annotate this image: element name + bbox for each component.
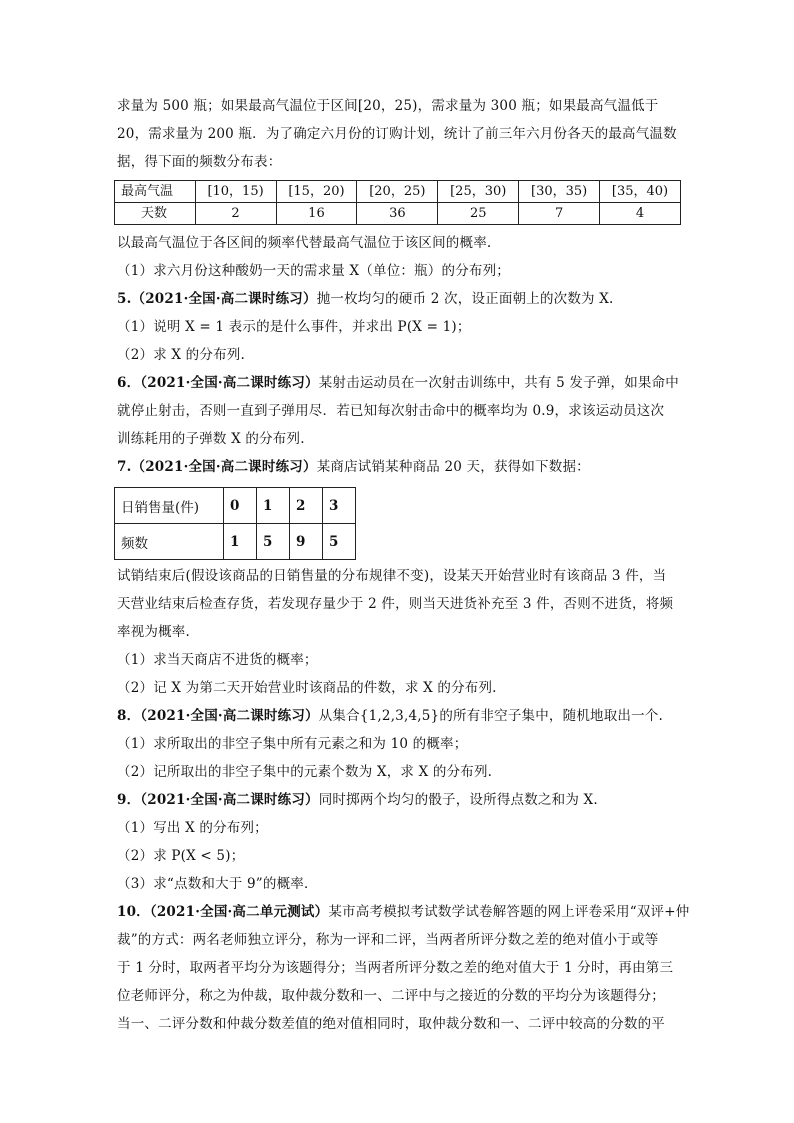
question-6 — [117, 369, 682, 397]
q8-part-1: （1）求所取出的非空子集中所有元素之和为 10 的概率； — [117, 736, 468, 752]
question-8 — [117, 702, 682, 730]
q9-part-2: （2）求 P(X < 5)； — [117, 848, 245, 864]
temperature-frequency-table — [114, 180, 681, 225]
question-number: 8． — [117, 708, 141, 724]
question-text: 抛一枚均匀的硬币 2 次，设正面朝上的次数为 X. — [316, 291, 614, 307]
question-10 — [117, 898, 690, 926]
table-cell: [20，25) — [357, 181, 438, 203]
q9-part-1: （1）写出 X 的分布列； — [117, 820, 268, 836]
table-cell: 7 — [519, 203, 600, 225]
table-cell: [30，35) — [519, 181, 600, 203]
question-source: （2021·全国·高二课时练习） — [140, 708, 319, 724]
table-cell: [25，30) — [438, 181, 519, 203]
question-9 — [117, 786, 682, 814]
table-row — [115, 488, 356, 524]
intro-line-2: 20，需求量为 200 瓶．为了确定六月份的订购计划，统计了前三年六月份各天的最高气温数 — [117, 126, 677, 142]
question-source: （2021·全国·高二课时练习） — [140, 375, 319, 391]
table-cell: [35，40) — [600, 181, 681, 203]
table-cell: 频数 — [115, 524, 224, 560]
q7-after-2: 天营业结束后检查存货，若发现存量少于 2 件，则当天进货补充至 3 件，否则不进货，将频 — [117, 596, 674, 612]
table-cell: 2 — [195, 203, 276, 225]
table-row — [115, 181, 681, 203]
question-number: 7. — [117, 459, 132, 475]
question-7 — [117, 453, 682, 481]
table-cell: 5 — [257, 524, 290, 560]
q7-after-1: 试销结束后(假设该商品的日销售量的分布规律不变)，设某天开始营业时有该商品 3 件，当 — [117, 568, 667, 584]
table-cell: 3 — [323, 488, 356, 524]
table-cell: 36 — [357, 203, 438, 225]
table-cell: 最高气温 — [115, 181, 196, 203]
q10-line-5: 当一、二评分数和仲裁分数差值的绝对值相同时，取仲裁分数和一、二评中较高的分数的平 — [117, 1016, 665, 1032]
q7-after-3: 率视为概率. — [117, 624, 190, 640]
question-number: 5. — [117, 291, 132, 307]
q7-part-2: （2）记 X 为第二天开始营业时该商品的件数，求 X 的分布列. — [117, 680, 497, 696]
question-5 — [117, 285, 682, 313]
table-row — [115, 203, 681, 225]
table-cell: [10，15) — [195, 181, 276, 203]
table-cell: 日销售量(件) — [115, 488, 224, 524]
table-cell: 0 — [224, 488, 257, 524]
question-source: （2021·全国·高二课时练习） — [140, 792, 319, 808]
table-cell: 2 — [290, 488, 323, 524]
table-cell: [15，20) — [276, 181, 357, 203]
question-text: 同时掷两个均匀的骰子，设所得点数之和为 X. — [318, 792, 598, 808]
q10-line-3: 于 1 分时，取两者平均分为该题得分；当两者所评分数之差的绝对值大于 1 分时，再由第三 — [117, 960, 674, 976]
question-source: （2021·全国·高二单元测试） — [149, 904, 329, 920]
table-row — [115, 524, 356, 560]
intro-line-3: 据，得下面的频数分布表： — [117, 154, 282, 170]
q8-part-2: （2）记所取出的非空子集中的元素个数为 X，求 X 的分布列. — [117, 764, 493, 780]
intro-line-1: 求量为 500 瓶；如果最高气温位于区间[20，25)，需求量为 300 瓶；如果最高气温低于 — [117, 98, 659, 114]
table-cell: 25 — [438, 203, 519, 225]
q6-line-2: 就停止射击，否则一直到子弹用尽．若已知每次射击命中的概率均为 0.9，求该运动员这次 — [117, 403, 665, 419]
q10-line-2: 裁”的方式：两名老师独立评分，称为一评和二评，当两者所评分数之差的绝对值小于或等 — [117, 932, 659, 948]
table-cell: 1 — [224, 524, 257, 560]
question-number: 10． — [117, 904, 150, 920]
document-content — [117, 92, 690, 1038]
table-cell: 5 — [323, 524, 356, 560]
table-cell: 16 — [276, 203, 357, 225]
question-source: （2021·全国·高二课时练习） — [131, 459, 317, 475]
q6-line-3: 训练耗用的子弹数 X 的分布列. — [117, 431, 305, 447]
table-cell: 9 — [290, 524, 323, 560]
question-number: 6． — [117, 375, 141, 391]
question-text: 从集合{1,2,3,4,5}的所有非空子集中，随机地取出一个. — [318, 708, 664, 724]
question-text: 某市高考模拟考试数学试卷解答题的网上评卷采用“双评+仲 — [328, 904, 690, 920]
question-text: 某商店试销某种商品 20 天，获得如下数据： — [316, 459, 590, 475]
question-number: 9． — [117, 792, 141, 808]
table-cell: 天数 — [115, 203, 196, 225]
sales-frequency-table — [114, 487, 356, 560]
q5-part-2: （2）求 X 的分布列. — [117, 347, 245, 363]
table-cell: 4 — [600, 203, 681, 225]
q9-part-3: （3）求“点数和大于 9”的概率． — [117, 876, 318, 892]
question-text: 某射击运动员在一次射击训练中，共有 5 发子弹，如果命中 — [318, 375, 680, 391]
q10-line-4: 位老师评分，称之为仲裁，取仲裁分数和一、二评中与之接近的分数的平均分为该题得分； — [117, 988, 665, 1004]
q7-part-1: （1）求当天商店不进货的概率； — [117, 652, 318, 668]
question-source: （2021·全国·高二课时练习） — [131, 291, 317, 307]
q5-part-1: （1）说明 X = 1 表示的是什么事件，并求出 P(X = 1)； — [117, 319, 471, 335]
table-cell: 1 — [257, 488, 290, 524]
after-table-line-1: 以最高气温位于各区间的频率代替最高气温位于该区间的概率. — [117, 235, 492, 251]
after-table-line-2: （1）求六月份这种酸奶一天的需求量 X（单位：瓶）的分布列； — [117, 263, 510, 279]
